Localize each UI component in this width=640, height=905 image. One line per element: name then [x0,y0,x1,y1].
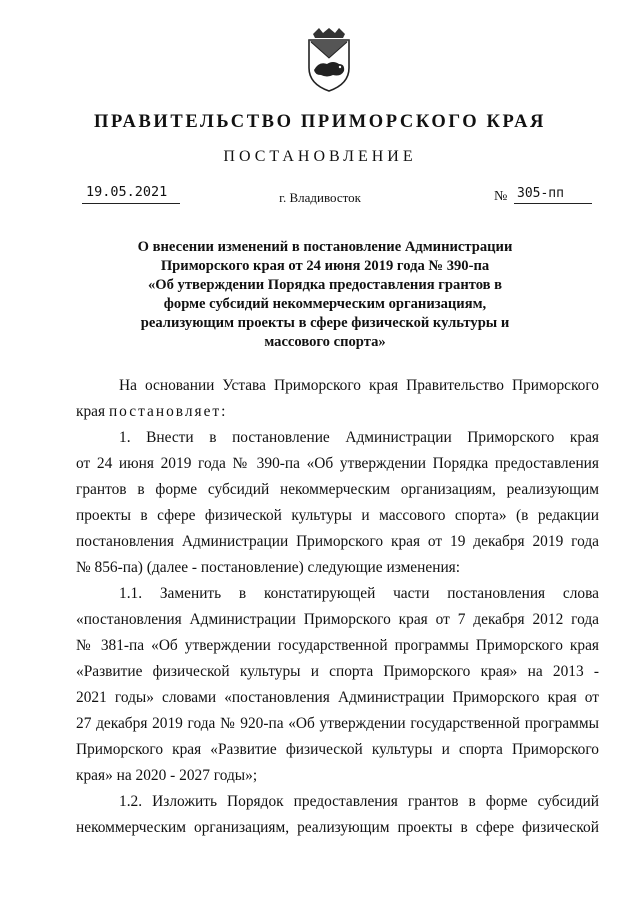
heading-line: реализующим проекты в сфере физической культуры и [140,315,510,331]
body-line: от 24 июня 2019 года № 390-па «Об утверждении Порядка предоставления [76,455,599,472]
number-sign: № [494,189,508,204]
body-text: края [76,403,109,420]
body-line: «постановления Администрации Приморского края от 7 декабря 2012 года [76,611,599,628]
heading-line: «Об утверждении Порядка предоставления грантов в [147,277,503,293]
keyword-postanovlyaet: постановляет [108,403,222,420]
body-line: № 381-па «Об утверждении государственной программы Приморского края [76,637,599,654]
body-line: «Развитие физической культуры и спорта Приморского края» на 2013 - [76,663,599,680]
document-body [76,373,599,841]
body-line: грантов в форме субсидий некоммерческим организациям, реализующим [76,481,599,498]
body-line: 1.2. Изложить Порядок предоставления грантов в форме субсидий [119,793,599,810]
body-line: некоммерческим организациям, реализующим проекты в сфере физической [76,819,599,836]
body-line: 27 декабря 2019 года № 920-па «Об утверждении государственной программы [76,715,599,732]
document-type: ПОСТАНОВЛЕНИЕ [223,148,417,165]
heading-line: О внесении изменений в постановление Администрации [137,239,513,255]
body-line: Приморского края «Развитие физической культуры и спорта Приморского [76,741,599,758]
government-title: ПРАВИТЕЛЬСТВО ПРИМОРСКОГО КРАЯ [93,112,546,132]
body-line: 1.1. Заменить в констатирующей части постановления слова [119,585,599,602]
coat-of-arms-emblem [303,28,355,92]
body-line: На основании Устава Приморского края Правительство Приморского [119,377,599,394]
heading-line: форме субсидий некоммерческим организациям, [163,296,487,312]
body-text: : [221,403,226,420]
heading-line: массового спорта» [264,334,386,350]
body-line: постановления Администрации Приморского края от 19 декабря 2019 года [76,533,599,550]
document-number: 305-пп [517,186,564,201]
document-heading [110,238,540,352]
body-line [76,399,599,425]
body-line: 1. Внести в постановление Администрации Приморского края [119,429,599,446]
body-line: 2021 годы» словами «постановления Администрации Приморского края от [76,689,599,706]
document-date: 19.05.2021 [86,184,168,200]
document-city: г. Владивосток [279,190,361,205]
body-line: № 856-па) (далее - постановление) следующие изменения: [76,559,461,576]
number-underline [514,203,592,204]
body-line: проекты в сфере физической культуры и массового спорта» (в редакции [76,507,599,524]
heading-line: Приморского края от 24 июня 2019 года № 390-па [160,258,490,274]
body-line: края» на 2020 - 2027 годы»; [76,767,258,784]
